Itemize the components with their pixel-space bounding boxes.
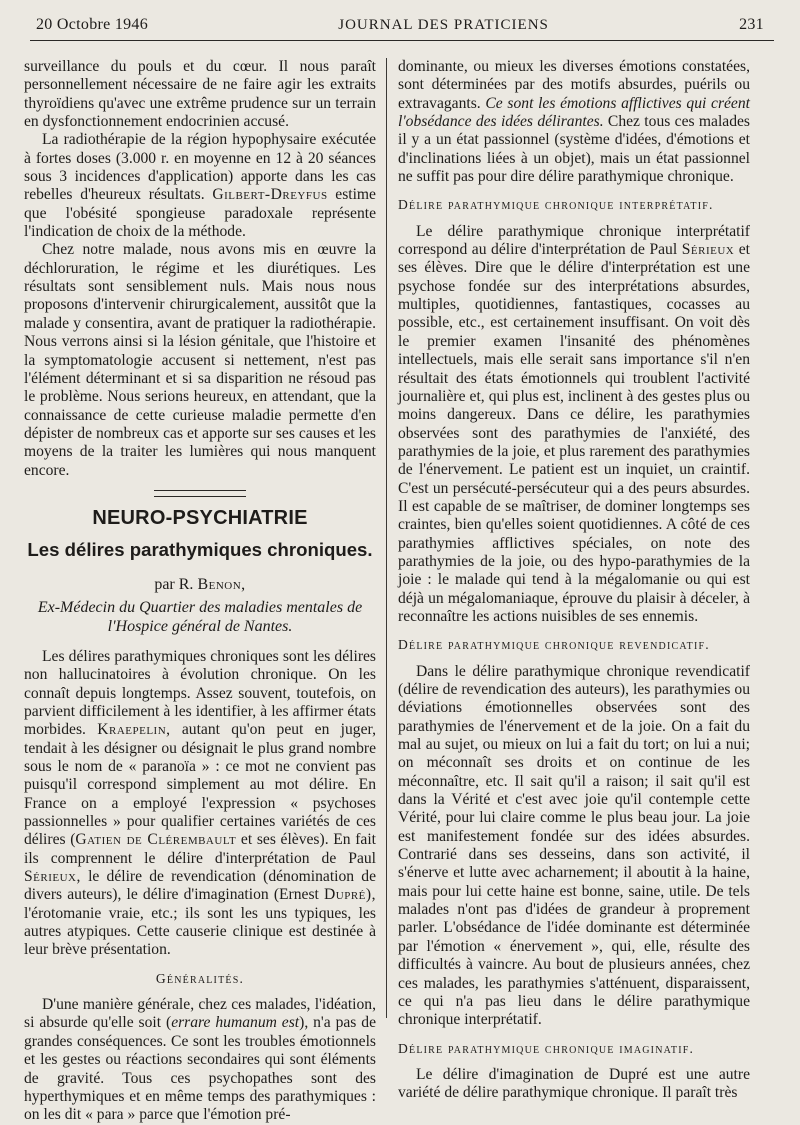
body-paragraph-2 [24, 996, 376, 1124]
body-p1-text-a: Les délires parathymiques chroniques sont les délires non hallucinatoires à évolution chronique. On les connaît depuis longtemps. Assez souvent, toutefois, on parvient difficilement à les identifier, à les affirmer états morbides. [24, 647, 376, 739]
name-dupre: Dupré), [324, 886, 376, 904]
section-heading: NEURO-PSYCHIATRIE [92, 506, 308, 529]
subhead-imaginatif: Délire parathymique chronique imaginatif. [398, 1040, 695, 1056]
issue-date: 20 Octobre 1946 [36, 16, 149, 33]
latin-phrase: errare humanum est [171, 1014, 300, 1032]
journal-title: JOURNAL DES PRATICIENS [338, 16, 549, 33]
running-head [36, 12, 764, 38]
name-gatien-de-clerembault: Gatien de Clérembault [75, 831, 237, 849]
author-name: Benon, [197, 575, 246, 593]
subhead-generalites: Généralités. [155, 970, 245, 986]
right-p2-text-a: Le délire parathymique chronique interprétatif correspond au délire d'interprétation de Paul [398, 222, 750, 259]
left-column [24, 58, 376, 1124]
subhead-interpretatif: Délire parathymique chronique interprétatif. [398, 197, 714, 213]
body-p2-text-a: D'une manière générale, chez ces malades, l'idéation, si absurde qu'elle soit ( [24, 996, 376, 1032]
author-name-gilbert-dreyfus: Gilbert-Dreyfus [212, 186, 328, 204]
header-rule [30, 40, 774, 41]
body-paragraph-1 [24, 648, 376, 960]
body-p2-text-b: ), n'a pas de grandes conséquences. Ce sont les troubles émotionnels et les gestes ou réactions secondaires qui sont éléments de gravité. Tous ces psychopathes sont des hyperthymiques et en même temps des parathymiques : on les dit « para » parce que l'émotion pré- [24, 1014, 376, 1124]
page-number: 231 [739, 16, 764, 33]
article-title: Les délires parathymiques chroniques. [27, 539, 373, 561]
intro-p2-text-b: estime que l'obésité spongieuse paradoxale représente l'indication de choix de la méthode. [24, 186, 376, 241]
intro-paragraph-3: Chez notre malade, nous avons mis en œuvre la déchloruration, le régime et les diurétiques. Les résultats sont sensiblement nuls. Mais nous nous proposons d'intervenir chirurgicalement, aussitôt que la malade y consentira, avant de pratiquer la radiothérapie. Nous verrons ainsi si la lésion génitale, que l'histoire et la symptomatologie accusent si nettement, n'est pas l'élément déterminant et si sa disparition ne résoud pas le problème. Nous serions heureux, en attendant, que la connaissance de cette curieuse maladie permette d'en dépister de nombreux cas et apporte sur ses causes et les moyens de la traiter les lumières qui nous manquent encore. [24, 241, 376, 479]
body-p1-text-d: le délire de revendication (dénomination de divers auteurs), le délire d'imagination (Ernest [24, 868, 376, 904]
right-p1-emphasis: Ce sont les émotions afflictives qui créent l'obsédance des idées délirantes. [398, 94, 750, 131]
column-divider [386, 58, 387, 1018]
right-paragraph-2 [398, 223, 750, 627]
name-serieux-2: Sérieux [681, 241, 735, 259]
body-p1-text-b: autant qu'on peut en juger, tendait à les désigner ou désignait le plus grand nombre sous le nom de « paranoïa » : ce mot ne convient pas puisqu'il correspond simplement au mot délire. En France on a employé l'expression « psychoses passionnelles » pour qualifier certaines variétés de ces délires ( [24, 721, 376, 849]
right-p1-text-a: dominante, ou mieux les diverses émotions constatées, sont déterminées par des motifs absurdes, puérils ou extravagants. [398, 58, 750, 112]
author-affiliation: Ex-Médecin du Quartier des maladies mentales de l'Hospice général de Nantes. [37, 598, 363, 635]
intro-paragraph-2 [24, 131, 376, 241]
intro-paragraph-1: surveillance du pouls et du cœur. Il nous paraît personnellement nécessaire de ne faire agir les extraits thyroïdiens qu'avec une extrême prudence sur un terrain en dysfonctionnement endocrinien accusé. [24, 58, 376, 131]
right-column [398, 58, 751, 1102]
right-paragraph-3: Dans le délire parathymique chronique revendicatif (délire de revendication des auteurs), les parathymies ou déviations émotionnelles observées sont des parathymies de l'énervement et de la joie. On a fait du mal au sujet, ou mieux on lui a fait du tort; on lui a nui; on méconnaît ses droits et on continue de les méconnaître, etc. Il sait qu'il a raison; il sait qu'il est dans la Vérité et c'est avec joie qu'il contemple cette Vérité, pour lui claire comme le plus beau jour. La joie est manifestement fondée sur des idées absurdes. Contrarié dans ses desseins, dans son activité, il s'énerve et lutte avec acharnement; il aboutit à la haine, mais pour lui cette haine est bonne, saine, utile. De tels malades n'ont pas d'idées de grandeur à proprement parler. L'obsédance de l'idée dominante est déterminée par l'émotion « énervement », qui, elle, résulte des difficultés à vaincre. Au bout de plusieurs années, chez ces malades, les parathymies s'atténuent, disparaissent, ce qui n'a pas lieu dans le délire parathymique chronique interprétatif. [398, 662, 750, 1029]
body-p1-text-c: et ses élèves). En fait ils comprennent le délire d'interprétation de Paul [24, 831, 376, 867]
right-paragraph-1 [398, 58, 750, 186]
byline [24, 576, 376, 594]
intro-p2-text-a: La radiothérapie de la région hypophysaire exécutée à fortes doses (3.000 r. en moyenne en 12 à 20 séances sous 3 incidences d'application) apporte dans les cas rebelles d'heureux résultats. [24, 131, 376, 204]
right-p1-text-b: Chez tous ces malades il y a un état passionnel (système d'idées, d'émotions et d'inclinations liées à un objet), mais un état passionnel ne suffit pas pour dire délire parathymique chronique. [398, 113, 750, 186]
section-divider [154, 490, 246, 497]
subhead-revendicatif: Délire parathymique chronique revendicatif. [398, 637, 710, 653]
right-p2-text-b: et ses élèves. Dire que le délire d'interprétation est une psychose fondée sur des interprétations absurdes, multiples, quotidiennes, fantastiques, cocasses au possible, etc., est certainement insuffisant. On voit dès le premier examen l'insanité des phénomènes intellectuels, mais elle serait sans importance s'il n'en résultait des états émotionnels qui troublent l'activité journalière et, qui plus est, inclinent à des gestes plus ou moins dangereux. Dans ce délire, les parathymies observées sont des parathymies de l'anxiété, des parathymies de la joie, et plus rarement des parathymies de l'énervement. Le patient est un inquiet, un craintif. C'est un persécuté-persécuteur qui a des peurs absurdes. Il est capable de se maîtriser, de dominer longtemps ses craintes, bien qu'elles soient quotidiennes. A côté de ces parathymies afflictives spéciales, on note des parathymies de la joie, ou des hypo-parathymies de la joie : le malade qui tend à la mégalomanie ou qui est déjà un mégalomaniaque, éprouve du plaisir à déceler, à reconnaître les actions nuisibles de ses ennemis. [398, 241, 751, 625]
name-serieux: Sérieux, [24, 868, 81, 886]
byline-prefix: par R. [154, 575, 198, 593]
body-p1-text-e: l'érotomanie vraie, etc.; ils sont les uns typiques, les autres atypiques. Cette causerie clinique est destinée à leur brève présentation. [24, 904, 376, 959]
right-paragraph-4: Le délire d'imagination de Dupré est une autre variété de délire parathymique chronique. Il paraît très [398, 1065, 750, 1102]
name-kraepelin: Kraepelin, [97, 721, 171, 739]
